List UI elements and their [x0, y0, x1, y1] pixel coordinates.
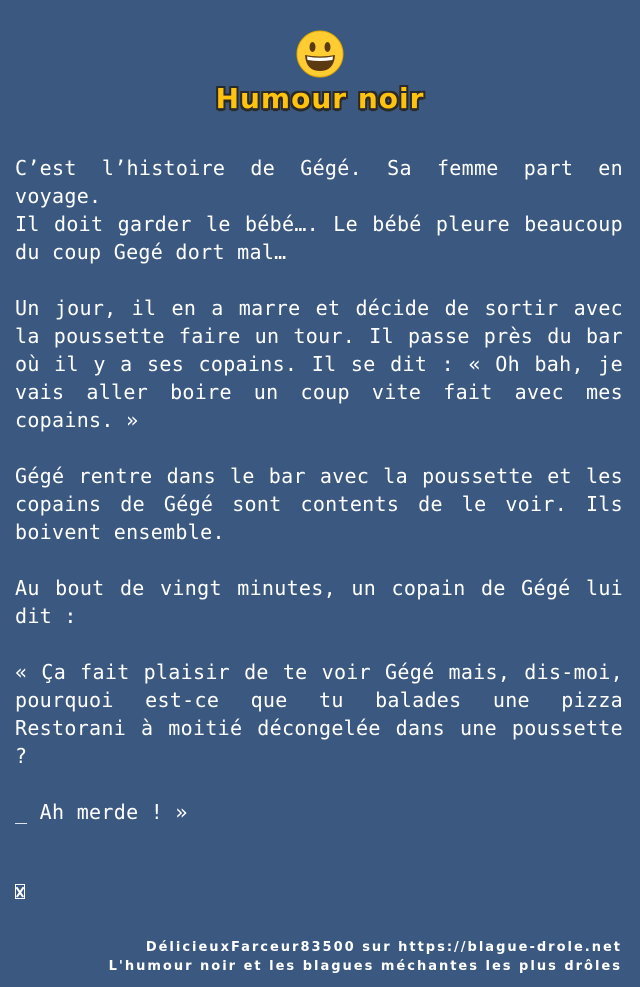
joke-line: Un jour, il en a marre et décide de sortir avec la poussette faire un tour. Il passe près du bar où il y a ses copains. Il se dit : « Oh bah, je vais aller boire un coup vite fait avec mes copains. »	[15, 296, 623, 432]
joke-paragraph	[15, 574, 623, 630]
joke-paragraph	[15, 658, 623, 770]
joke-paragraph	[15, 462, 623, 546]
joke-paragraph	[15, 154, 623, 266]
site-tagline: L'humour noir et les blagues méchantes les plus drôles	[108, 959, 622, 974]
joke-line: Il doit garder le bébé…. Le bébé pleure beaucoup du coup Gegé dort mal…	[15, 212, 623, 264]
joke-line: C’est l’histoire de Gégé. Sa femme part en voyage.	[15, 156, 623, 208]
joke-line: Au bout de vingt minutes, un copain de Gégé lui dit :	[15, 576, 623, 628]
joke-text	[15, 154, 623, 854]
category-title: Humour noir	[215, 82, 425, 115]
joke-line: Gégé rentre dans le bar avec la poussette et les copains de Gégé sont contents de le voir. Ils boivent ensemble.	[15, 464, 623, 544]
author-credit: DélicieuxFarceur83500 sur https://blague-drole.net	[145, 940, 622, 955]
joke-paragraph	[15, 798, 623, 826]
joke-header	[0, 30, 640, 115]
joke-paragraph	[15, 294, 623, 434]
missing-glyph-icon	[15, 884, 25, 899]
joke-line: _ Ah merde ! »	[15, 800, 188, 824]
joke-line: « Ça fait plaisir de te voir Gégé mais, dis-moi, pourquoi est-ce que tu balades une pizza Restorani à moitié décongelée dans une poussette ?	[15, 660, 623, 768]
joke-footer	[109, 938, 622, 976]
grinning-face-icon	[296, 30, 344, 78]
